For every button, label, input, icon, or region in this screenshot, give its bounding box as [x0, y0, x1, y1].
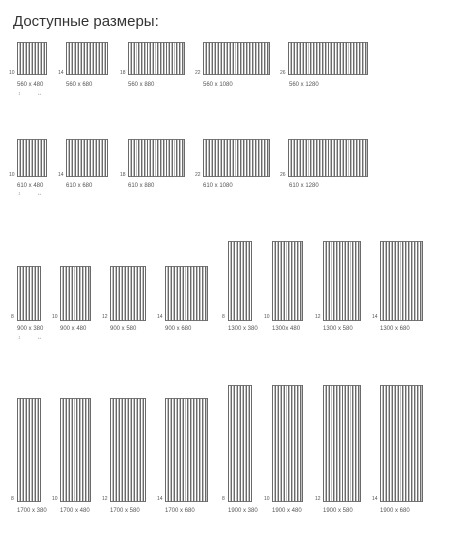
tube-edge [145, 398, 146, 502]
size-label: 560 x 880 [128, 82, 155, 88]
section-count: 14 [157, 314, 163, 320]
section-count: 22 [195, 70, 201, 76]
radiator-1700x580[interactable] [110, 398, 146, 502]
size-label: 1300 x 580 [323, 326, 353, 332]
size-label: 1900 x 480 [272, 508, 302, 514]
section-count: 14 [372, 496, 378, 502]
section-count: 10 [9, 172, 15, 178]
size-label: 560 x 480 [17, 82, 44, 88]
height-arrow-icon: ↕ [18, 191, 21, 197]
size-label: 900 x 480 [60, 326, 87, 332]
size-label: 1700 x 680 [165, 508, 195, 514]
size-label: 610 x 1280 [289, 183, 319, 189]
tube-edge [302, 385, 303, 502]
tube-edge [251, 385, 252, 502]
section-count: 10 [264, 314, 270, 320]
width-arrow-icon: ↔ [37, 91, 42, 97]
radiator-1900x680[interactable] [380, 385, 423, 502]
size-label: 900 x 380 [17, 326, 44, 332]
section-count: 26 [280, 70, 286, 76]
size-label: 1300x 480 [272, 326, 301, 332]
section-count: 10 [52, 496, 58, 502]
tube-edge [207, 398, 208, 502]
section-count: 14 [58, 70, 64, 76]
tube-edge [40, 398, 41, 502]
height-arrow-icon: ↕ [18, 335, 21, 341]
size-label: 610 x 880 [128, 183, 155, 189]
size-label: 1700 x 480 [60, 508, 90, 514]
tube-edge [422, 385, 423, 502]
size-label: 560 x 1280 [289, 82, 319, 88]
size-label: 610 x 680 [66, 183, 93, 189]
page-title: Доступные размеры: [13, 13, 159, 30]
section-count: 12 [315, 496, 321, 502]
width-arrow-icon: ↔ [37, 191, 42, 197]
section-count: 10 [9, 70, 15, 76]
section-count: 12 [102, 314, 108, 320]
radiator-1700x480[interactable] [60, 398, 91, 502]
section-count: 12 [102, 496, 108, 502]
section-count: 14 [58, 172, 64, 178]
section-count: 14 [157, 496, 163, 502]
size-label: 1900 x 680 [380, 508, 410, 514]
tube-edge [360, 385, 361, 502]
size-label: 1900 x 380 [228, 508, 258, 514]
size-label: 900 x 680 [165, 326, 192, 332]
radiator-1900x380[interactable] [228, 385, 252, 502]
size-label: 1700 x 380 [17, 508, 47, 514]
section-count: 12 [315, 314, 321, 320]
size-label: 900 x 580 [110, 326, 137, 332]
section-count: 8 [11, 314, 14, 320]
size-label: 560 x 680 [66, 82, 93, 88]
width-arrow-icon: ↔ [37, 335, 42, 341]
radiator-1900x480[interactable] [272, 385, 303, 502]
size-label: 1700 x 580 [110, 508, 140, 514]
section-count: 8 [222, 314, 225, 320]
tube-edge [90, 398, 91, 502]
section-count: 8 [11, 496, 14, 502]
section-count: 18 [120, 172, 126, 178]
section-count: 14 [372, 314, 378, 320]
section-count: 10 [52, 314, 58, 320]
section-count: 22 [195, 172, 201, 178]
size-label: 610 x 1080 [203, 183, 233, 189]
size-label: 1300 x 380 [228, 326, 258, 332]
section-count: 10 [264, 496, 270, 502]
size-label: 560 x 1080 [203, 82, 233, 88]
size-label: 1900 x 580 [323, 508, 353, 514]
radiator-1700x680[interactable] [165, 398, 208, 502]
radiator-1900x580[interactable] [323, 385, 361, 502]
radiator-1700x380[interactable] [17, 398, 41, 502]
section-count: 8 [222, 496, 225, 502]
size-label: 610 x 480 [17, 183, 44, 189]
section-count: 18 [120, 70, 126, 76]
section-count: 26 [280, 172, 286, 178]
height-arrow-icon: ↕ [18, 91, 21, 97]
size-label: 1300 x 680 [380, 326, 410, 332]
